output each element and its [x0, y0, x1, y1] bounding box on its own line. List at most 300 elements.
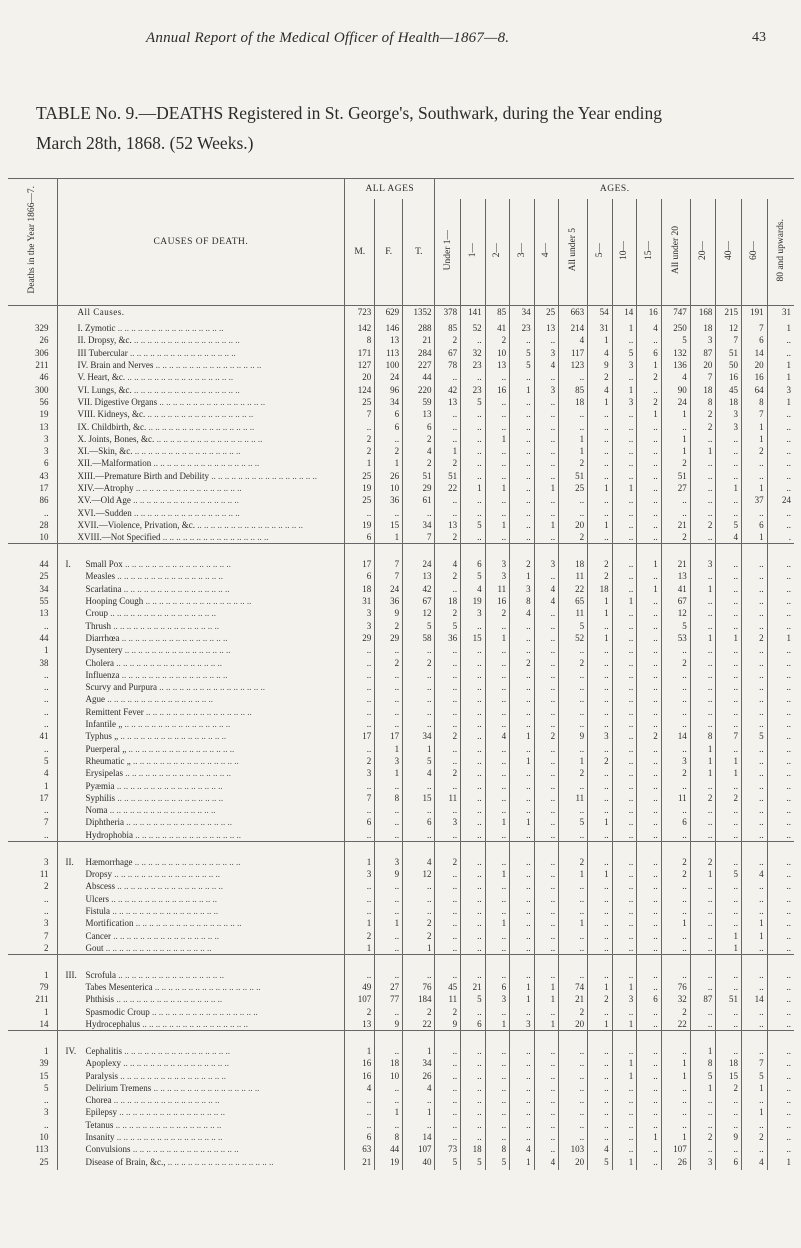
value-cell: ..	[345, 1094, 375, 1106]
value-cell: ..	[661, 1094, 690, 1106]
value-cell: ..	[375, 433, 403, 445]
value-cell: 8	[690, 730, 716, 742]
table-row	[8, 583, 794, 595]
value-cell: ..	[741, 743, 767, 755]
cause-name: Dropsy	[85, 869, 113, 880]
value-cell: ..	[375, 718, 403, 730]
value-cell: 1	[690, 755, 716, 767]
value-cell: ..	[588, 1045, 613, 1057]
value-cell: ..	[661, 420, 690, 432]
value-cell: ..	[375, 706, 403, 718]
value-cell: 723	[345, 306, 375, 319]
leader-dots: .. .. .. .. .. .. .. .. .. .. .. .. .. .. .. ..	[160, 532, 269, 543]
value-cell: ..	[767, 595, 794, 607]
col-age-3: 3—	[510, 199, 535, 306]
value-cell: ..	[461, 718, 486, 730]
value-cell: 1	[767, 359, 794, 371]
value-cell: 13	[485, 359, 510, 371]
value-cell: ..	[637, 816, 662, 828]
value-cell: ..	[612, 558, 637, 570]
value-cell: 1	[375, 917, 403, 929]
value-cell: 11	[559, 570, 588, 582]
value-cell: ..	[485, 506, 510, 518]
value-cell: ..	[510, 457, 535, 469]
value-cell: 10	[485, 347, 510, 359]
value-cell: 4	[534, 595, 559, 607]
value-cell: ..	[403, 706, 435, 718]
value-cell: ..	[485, 1006, 510, 1018]
value-cell: 2	[741, 632, 767, 644]
value-cell: ..	[559, 829, 588, 842]
value-cell: 13	[345, 1018, 375, 1031]
value-cell: 4	[716, 531, 742, 544]
table-row	[8, 779, 794, 791]
value-cell: 1352	[403, 306, 435, 319]
value-cell: 76	[661, 981, 690, 993]
value-cell: ..	[588, 656, 613, 668]
value-cell: ..	[767, 1094, 794, 1106]
table-row	[8, 620, 794, 632]
value-cell: 3	[690, 1156, 716, 1168]
value-cell: 2	[690, 420, 716, 432]
value-cell: 1	[588, 519, 613, 531]
value-cell: ..	[461, 868, 486, 880]
value-cell: ..	[345, 1119, 375, 1131]
value-cell: ..	[767, 767, 794, 779]
table-row	[8, 1018, 794, 1031]
value-cell: 1	[612, 482, 637, 494]
value-cell: 4	[588, 347, 613, 359]
value-cell: ..	[767, 905, 794, 917]
value-cell: ..	[375, 942, 403, 955]
value-cell: 1	[345, 1045, 375, 1057]
value-cell: ..	[485, 706, 510, 718]
value-cell: ..	[716, 969, 742, 981]
value-cell: ..	[534, 1119, 559, 1131]
leader-dots: .. .. .. .. .. .. .. .. .. .. .. .. .. .. .. ..	[111, 620, 220, 631]
value-cell: ..	[690, 981, 716, 993]
deaths-prev-cell: 56	[39, 396, 49, 407]
deaths-prev-cell: ..	[44, 805, 49, 816]
leader-dots: .. .. .. .. .. .. .. .. .. .. .. .. .. .. .. ..	[130, 1144, 239, 1155]
value-cell: ..	[534, 755, 559, 767]
value-cell: 1	[741, 433, 767, 445]
leader-dots: .. .. .. .. .. .. .. .. .. .. .. .. .. .. .. ..	[103, 942, 212, 953]
value-cell: ..	[435, 506, 461, 518]
value-cell: 1	[612, 383, 637, 395]
cause-name: Scrofula	[85, 969, 117, 980]
value-cell: 15	[716, 1069, 742, 1081]
value-cell: ..	[485, 408, 510, 420]
value-cell: ..	[485, 1045, 510, 1057]
table-row	[8, 1006, 794, 1018]
cause-cell	[57, 1069, 345, 1081]
value-cell: ..	[741, 1094, 767, 1106]
deaths-prev-cell: 4	[44, 768, 49, 779]
leader-dots: .. .. .. .. .. .. .. .. .. .. .. .. .. .. .. ..	[115, 792, 224, 803]
value-cell: 32	[661, 993, 690, 1005]
value-cell: ..	[534, 396, 559, 408]
value-cell: 2	[435, 570, 461, 582]
value-cell: 1	[510, 730, 535, 742]
value-cell: 1	[588, 1018, 613, 1031]
col-f: F.	[375, 199, 403, 306]
value-cell: ..	[767, 816, 794, 828]
value-cell: 2	[485, 334, 510, 346]
value-cell: ..	[741, 981, 767, 993]
value-cell: ..	[637, 669, 662, 681]
value-cell: ..	[461, 1106, 486, 1118]
value-cell: ..	[510, 779, 535, 791]
deaths-prev-cell: 300	[35, 384, 49, 395]
value-cell: ..	[588, 829, 613, 842]
deaths-prev-cell: ..	[44, 507, 49, 518]
table-row	[8, 706, 794, 718]
value-cell: ..	[485, 969, 510, 981]
cause-cell	[57, 767, 345, 779]
leader-dots: .. .. .. .. .. .. .. .. .. .. .. .. .. .. .. ..	[123, 768, 232, 779]
value-cell: ..	[435, 942, 461, 955]
value-cell: 6	[345, 1131, 375, 1143]
value-cell: 215	[716, 306, 742, 319]
value-cell: ..	[345, 693, 375, 705]
cause-cell	[57, 632, 345, 644]
value-cell: ..	[767, 993, 794, 1005]
value-cell: 14	[612, 306, 637, 319]
table-row	[8, 917, 794, 929]
leader-dots: .. .. .. .. .. .. .. .. .. .. .. .. .. .. .. ..	[194, 519, 303, 530]
value-cell: 1	[485, 433, 510, 445]
cause-cell	[57, 792, 345, 804]
value-cell: 5	[741, 730, 767, 742]
cause-name: Measles	[85, 571, 116, 582]
value-cell: ..	[461, 917, 486, 929]
deaths-prev-cell: 43	[39, 470, 49, 481]
cause-cell	[57, 1156, 345, 1168]
value-cell: ..	[767, 706, 794, 718]
value-cell: 1	[559, 917, 588, 929]
cause-cell	[57, 993, 345, 1005]
cause-cell	[57, 595, 345, 607]
value-cell: ..	[559, 892, 588, 904]
value-cell: 3	[661, 755, 690, 767]
value-cell: ..	[485, 693, 510, 705]
value-cell: 2	[435, 1006, 461, 1018]
value-cell: ..	[637, 981, 662, 993]
value-cell: 7	[345, 408, 375, 420]
value-cell: ..	[637, 1018, 662, 1031]
value-cell: 16	[637, 306, 662, 319]
leader-dots: .. .. .. .. .. .. .. .. .. .. .. .. .. .. .. ..	[113, 1119, 222, 1130]
value-cell: ..	[637, 706, 662, 718]
value-cell: ..	[661, 1082, 690, 1094]
cause-name: Abscess	[85, 881, 116, 892]
value-cell: 18	[461, 1143, 486, 1155]
value-cell: ..	[637, 632, 662, 644]
value-cell: ..	[485, 929, 510, 941]
cause-cell	[57, 1094, 345, 1106]
value-cell: ..	[741, 816, 767, 828]
value-cell: ..	[510, 1006, 535, 1018]
cause-name: XVIII.—Not Specified	[77, 532, 161, 543]
value-cell: 1	[612, 1057, 637, 1069]
value-cell: 85	[435, 322, 461, 334]
value-cell: ..	[485, 420, 510, 432]
value-cell: 12	[716, 322, 742, 334]
value-cell: ..	[767, 1082, 794, 1094]
value-cell: ..	[435, 656, 461, 668]
value-cell: 2	[559, 531, 588, 544]
value-cell: 2	[403, 457, 435, 469]
value-cell: ..	[485, 755, 510, 767]
cause-cell	[57, 558, 345, 570]
value-cell: ..	[716, 433, 742, 445]
value-cell: ..	[559, 706, 588, 718]
value-cell: ..	[485, 644, 510, 656]
value-cell: ..	[767, 1143, 794, 1155]
value-cell: 1	[716, 755, 742, 767]
value-cell: 42	[435, 383, 461, 395]
value-cell: 117	[559, 347, 588, 359]
value-cell: ..	[661, 644, 690, 656]
cause-cell	[57, 743, 345, 755]
table-row	[8, 1094, 794, 1106]
value-cell: ..	[510, 1045, 535, 1057]
value-cell: 2	[375, 445, 403, 457]
cause-cell	[57, 322, 345, 334]
value-cell: ..	[741, 558, 767, 570]
value-cell: ..	[612, 1143, 637, 1155]
value-cell: ..	[510, 396, 535, 408]
value-cell: ..	[588, 420, 613, 432]
table-row	[8, 359, 794, 371]
value-cell: ..	[767, 892, 794, 904]
value-cell: 2	[435, 607, 461, 619]
value-cell: 9	[375, 607, 403, 619]
value-cell: 1	[767, 371, 794, 383]
value-cell: 29	[403, 482, 435, 494]
value-cell: 42	[403, 583, 435, 595]
value-cell: 1	[485, 917, 510, 929]
value-cell: ..	[741, 718, 767, 730]
deaths-prev-cell: ..	[44, 893, 49, 904]
value-cell: 21	[661, 519, 690, 531]
table-row	[8, 718, 794, 730]
page-header	[36, 30, 766, 54]
value-cell: ..	[767, 942, 794, 955]
cause-name: Cholera	[85, 657, 115, 668]
value-cell: ..	[612, 669, 637, 681]
leader-dots: .. .. .. .. .. .. .. .. .. .. .. .. .. .. .. ..	[114, 780, 223, 791]
value-cell: ..	[716, 779, 742, 791]
value-cell: 16	[741, 371, 767, 383]
value-cell: 77	[375, 993, 403, 1005]
table-row	[8, 892, 794, 904]
value-cell: ..	[588, 669, 613, 681]
value-cell: ..	[690, 969, 716, 981]
value-cell: ..	[637, 570, 662, 582]
value-cell: 51	[661, 470, 690, 482]
value-cell: ..	[461, 506, 486, 518]
value-cell: ..	[612, 829, 637, 842]
value-cell: 1	[767, 396, 794, 408]
value-cell: ..	[690, 494, 716, 506]
value-cell: ..	[485, 470, 510, 482]
value-cell: ..	[510, 506, 535, 518]
table-row	[8, 942, 794, 955]
leader-dots: .. .. .. .. .. .. .. .. .. .. .. .. .. .. .. ..	[115, 881, 224, 892]
table-row	[8, 595, 794, 607]
value-cell: 11	[485, 583, 510, 595]
value-cell: 4	[403, 445, 435, 457]
value-cell: ..	[612, 880, 637, 892]
value-cell: 3	[534, 347, 559, 359]
value-cell: ..	[741, 570, 767, 582]
value-cell: ..	[612, 457, 637, 469]
value-cell: 6	[461, 1018, 486, 1031]
value-cell: ..	[435, 371, 461, 383]
value-cell: ..	[716, 905, 742, 917]
value-cell: 5	[461, 1156, 486, 1168]
value-cell: ..	[741, 607, 767, 619]
value-cell: ..	[403, 829, 435, 842]
value-cell: ..	[690, 457, 716, 469]
table-row	[8, 880, 794, 892]
value-cell: 1	[403, 1045, 435, 1057]
value-cell: 20	[559, 1018, 588, 1031]
value-cell: ..	[588, 620, 613, 632]
value-cell: 31	[588, 322, 613, 334]
table-row	[8, 693, 794, 705]
value-cell: ..	[534, 880, 559, 892]
value-cell: 1	[559, 445, 588, 457]
value-cell: 5	[403, 755, 435, 767]
value-cell: 5	[661, 334, 690, 346]
value-cell: ..	[534, 1082, 559, 1094]
value-cell: ..	[612, 1094, 637, 1106]
cause-name: Ulcers	[85, 893, 110, 904]
value-cell: 2	[690, 792, 716, 804]
value-cell: 51	[435, 470, 461, 482]
deaths-prev-cell: ..	[44, 719, 49, 730]
value-cell: ..	[637, 1106, 662, 1118]
col-age-15: 15—	[637, 199, 662, 306]
section-divider	[8, 544, 794, 559]
value-cell: ..	[767, 981, 794, 993]
value-cell: 15	[375, 519, 403, 531]
value-cell: 1	[588, 868, 613, 880]
cause-name: Ague	[85, 694, 106, 705]
value-cell: 1	[375, 1106, 403, 1118]
cause-cell	[57, 706, 345, 718]
cause-cell	[57, 669, 345, 681]
col-age-40: 40—	[716, 199, 742, 306]
value-cell: ..	[461, 445, 486, 457]
value-cell: ..	[534, 779, 559, 791]
cause-cell	[57, 494, 345, 506]
cause-name: Paralysis	[85, 1070, 119, 1081]
value-cell: ..	[612, 519, 637, 531]
cause-cell	[57, 371, 345, 383]
value-cell: ..	[559, 681, 588, 693]
value-cell: ..	[612, 767, 637, 779]
value-cell: 1	[637, 558, 662, 570]
leader-dots: .. .. .. .. .. .. .. .. .. .. .. .. .. .. .. ..	[131, 335, 240, 346]
value-cell: ..	[559, 494, 588, 506]
value-cell: ..	[612, 856, 637, 868]
value-cell: ..	[588, 706, 613, 718]
value-cell: ..	[403, 506, 435, 518]
value-cell: ..	[741, 1045, 767, 1057]
value-cell: 4	[534, 1156, 559, 1168]
cause-name: Croup	[85, 608, 109, 619]
deaths-prev-cell: ..	[44, 1095, 49, 1106]
cause-cell	[57, 359, 345, 371]
value-cell: ..	[375, 693, 403, 705]
value-cell: ..	[510, 1131, 535, 1143]
value-cell: 2	[690, 408, 716, 420]
value-cell: ..	[485, 531, 510, 544]
value-cell: ..	[741, 1143, 767, 1155]
value-cell: 32	[461, 347, 486, 359]
value-cell: 220	[403, 383, 435, 395]
value-cell: 7	[375, 570, 403, 582]
value-cell: 21	[559, 993, 588, 1005]
value-cell: 8	[375, 1131, 403, 1143]
value-cell: ..	[534, 693, 559, 705]
value-cell: 16	[345, 1057, 375, 1069]
value-cell: 2	[661, 767, 690, 779]
value-cell: 1	[485, 632, 510, 644]
value-cell: ..	[767, 607, 794, 619]
value-cell: 6	[485, 981, 510, 993]
value-cell: ..	[461, 856, 486, 868]
value-cell: ..	[461, 531, 486, 544]
value-cell: ..	[345, 1106, 375, 1118]
table-row	[8, 506, 794, 518]
value-cell: 4	[403, 1082, 435, 1094]
value-cell: ..	[510, 1119, 535, 1131]
value-cell: 1	[588, 595, 613, 607]
value-cell: 2	[435, 856, 461, 868]
value-cell: 19	[461, 595, 486, 607]
value-cell: 6	[741, 519, 767, 531]
value-cell: ..	[534, 804, 559, 816]
cause-name: Hooping Cough	[85, 596, 144, 607]
value-cell: ..	[485, 905, 510, 917]
leader-dots: .. .. .. .. .. .. .. .. .. .. .. .. .. .. .. ..	[110, 905, 219, 916]
value-cell: 21	[661, 558, 690, 570]
value-cell: ..	[345, 743, 375, 755]
value-cell: 29	[345, 632, 375, 644]
value-cell: ..	[661, 929, 690, 941]
value-cell: 4	[534, 359, 559, 371]
value-cell: ..	[461, 408, 486, 420]
value-cell: 1	[485, 868, 510, 880]
value-cell: 9	[588, 359, 613, 371]
leader-dots: .. .. .. .. .. .. .. .. .. .. .. .. .. .. .. ..	[130, 755, 239, 766]
value-cell: 37	[741, 494, 767, 506]
cause-name: Phthisis	[85, 994, 115, 1005]
value-cell: ..	[435, 1106, 461, 1118]
value-cell: ..	[510, 669, 535, 681]
value-cell: ..	[435, 408, 461, 420]
value-cell: ..	[637, 595, 662, 607]
value-cell: ..	[741, 681, 767, 693]
value-cell: ..	[510, 856, 535, 868]
value-cell: 4	[637, 322, 662, 334]
value-cell: ..	[534, 929, 559, 941]
